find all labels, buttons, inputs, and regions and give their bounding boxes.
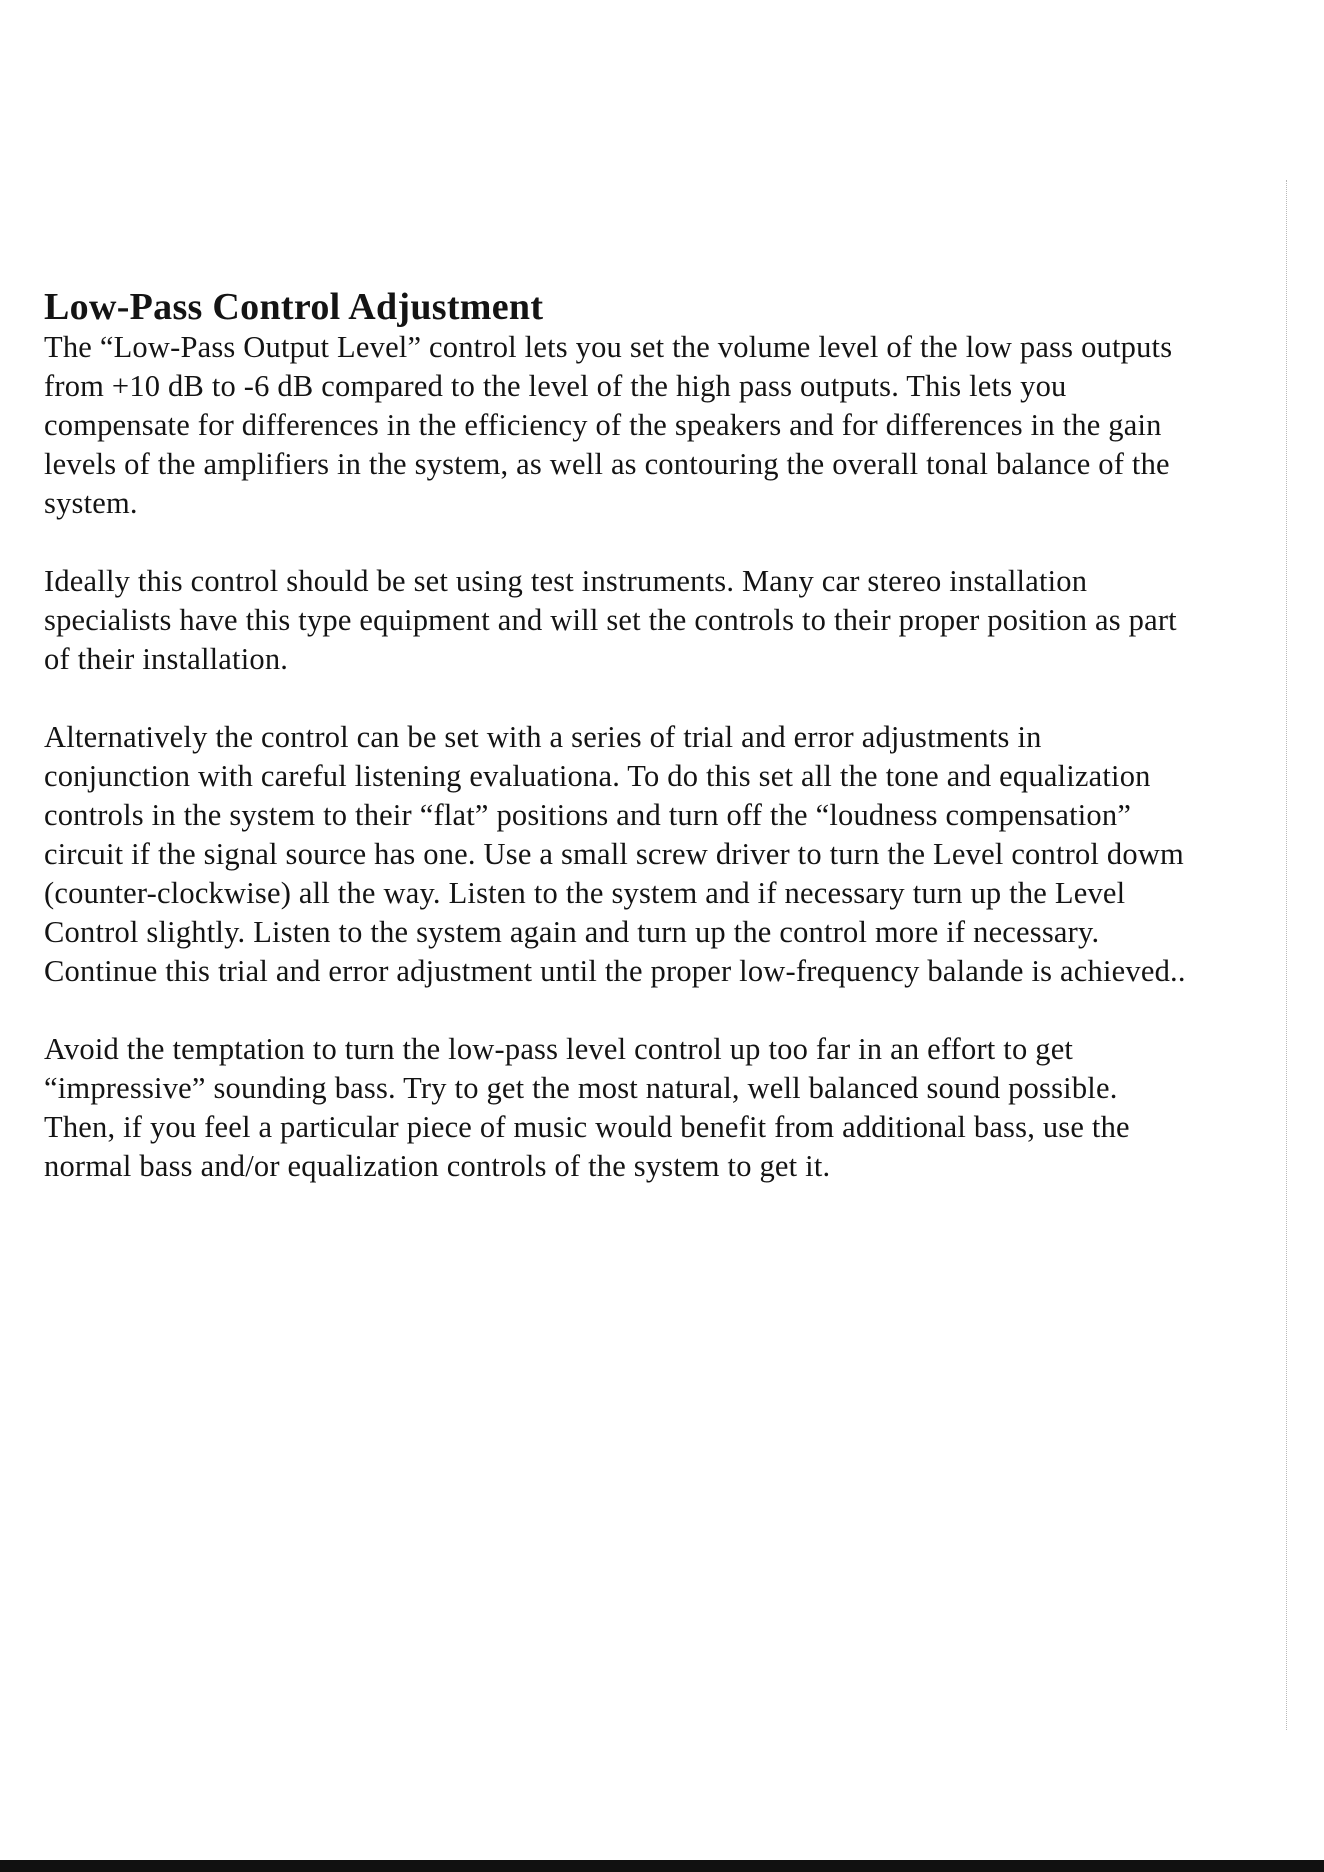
section-heading: Low-Pass Control Adjustment xyxy=(44,286,544,328)
scan-edge-marks xyxy=(1286,180,1293,1730)
paragraph-trial-and-error: Alternatively the control can be set with a series of trial and error adjustments in conjunction with careful listening evaluationa. To do this set all the tone and equalization controls in the system to their “flat” positions and turn off the “loudness compensation” circuit if the signal source has one. Use a small screw driver to turn the Level control dowm (counter-clockwise) all the way. Listen to the system and if necessary turn up the Level Control slightly. Listen to the system again and turn up the control more if necessary. Continue this trial and error adjustment until the proper low-frequency balande is achieved.. xyxy=(44,720,1186,988)
paragraph-avoid-temptation: Avoid the temptation to turn the low-pass level control up too far in an effort to get “impressive” sounding bass. Try to get the most natural, well balanced sound possible. Then, if you feel a particular piece of music would benefit from additional bass, use the normal bass and/or equalization controls of the system to get it. xyxy=(44,1032,1130,1183)
scan-bottom-edge xyxy=(0,1860,1324,1872)
paragraph-test-instruments: Ideally this control should be set using test instruments. Many car stereo installation specialists have this type equipment and will set the controls to their proper position as part of their installation. xyxy=(44,564,1177,676)
paragraph-intro: The “Low-Pass Output Level” control lets you set the volume level of the low pass outputs from +10 dB to -6 dB compared to the level of the high pass outputs. This lets you compensate for differences in the efficiency of the speakers and for differences in the gain levels of the amplifiers in the system, as well as contouring the overall tonal balance of the system. xyxy=(44,330,1173,520)
document-body xyxy=(44,284,1194,1186)
